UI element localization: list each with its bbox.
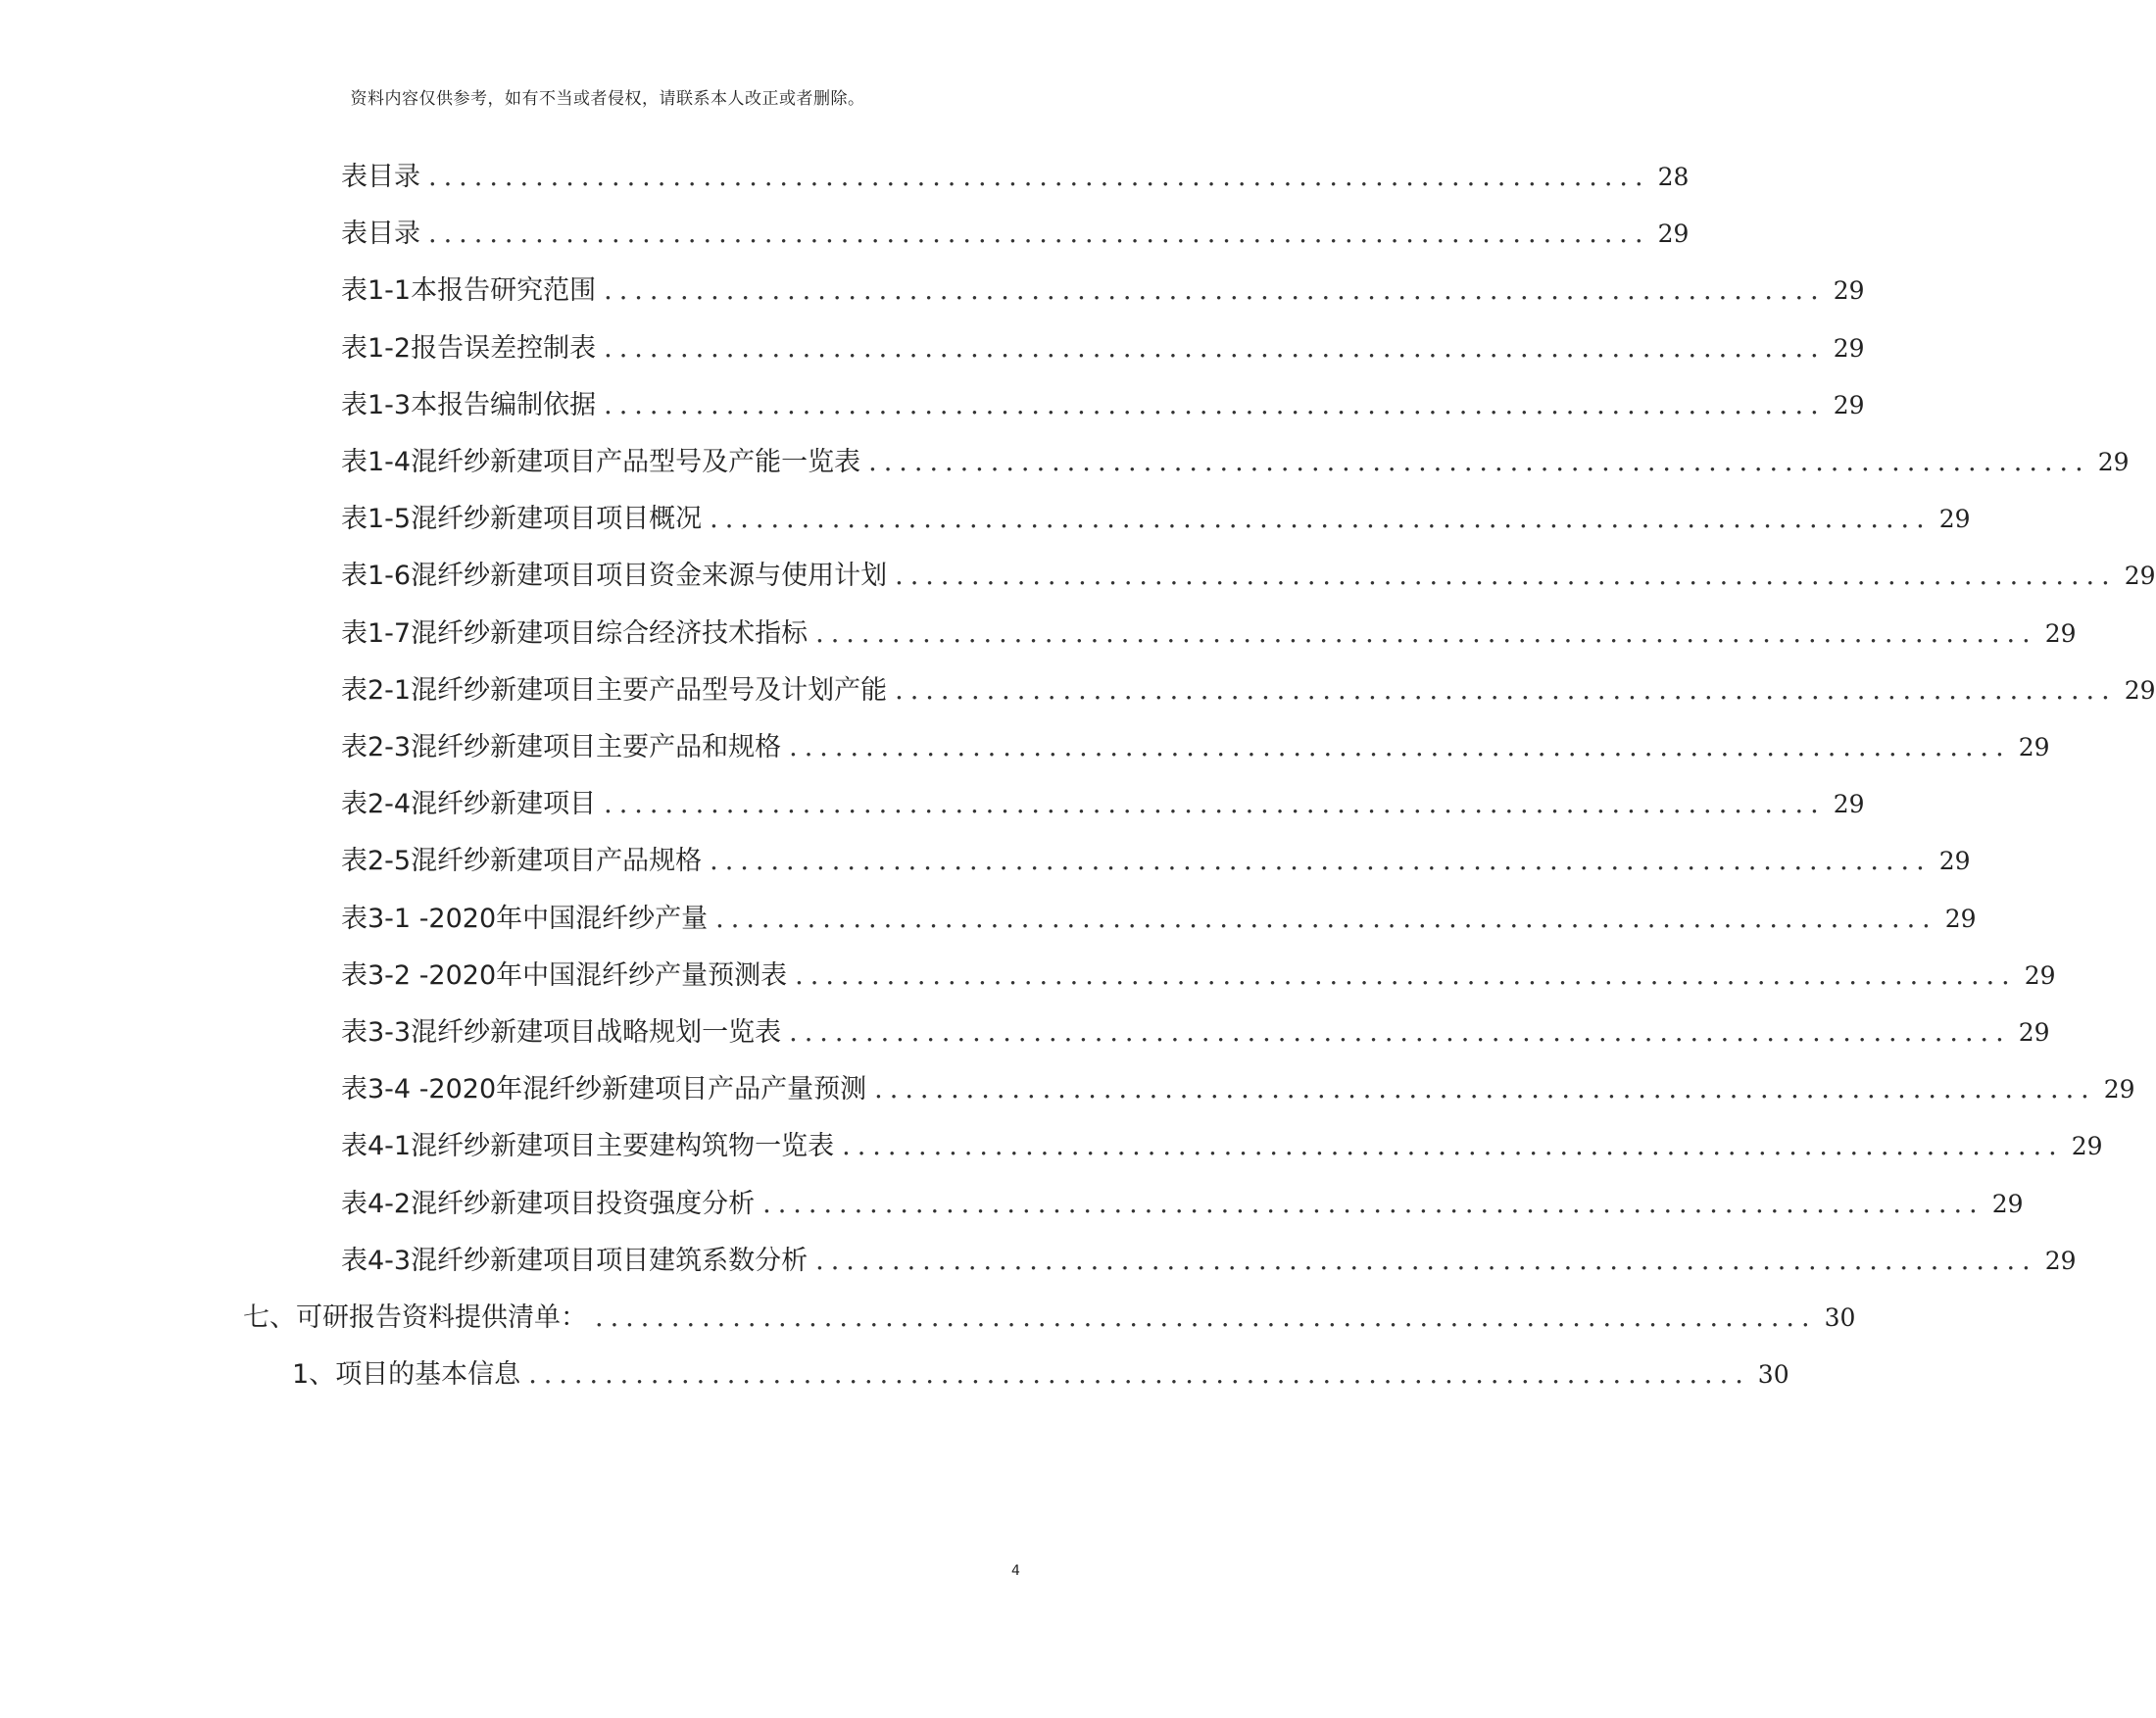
toc-entry-title: 本报告研究范围 xyxy=(411,275,597,307)
toc-entry-number: 表2-1 xyxy=(341,674,412,706)
toc-entry-page: 29 xyxy=(2097,448,2130,476)
toc-entry-page: 29 xyxy=(1991,1189,2024,1218)
toc-entry-page: 29 xyxy=(1833,333,1865,363)
toc-entry[interactable] xyxy=(243,1296,1856,1341)
page-number: 4 xyxy=(1011,1563,1020,1579)
toc-entry-page: 29 xyxy=(2124,675,2156,705)
toc-entry-number: 表1-2 xyxy=(341,332,412,364)
toc-entry-title: 项目的基本信息 xyxy=(335,1359,521,1391)
toc-entry-title: 混纤纱新建项目 xyxy=(411,789,597,820)
toc-entry-title: 可研报告资料提供清单： xyxy=(296,1302,587,1333)
toc-entry-page: 29 xyxy=(2071,1132,2103,1161)
toc-dot-leader: ................................................................................ xyxy=(604,275,1826,307)
toc-entry-page: 30 xyxy=(1824,1303,1856,1332)
toc-entry-number: 表1-7 xyxy=(341,617,412,649)
toc-entry-title: 表目录 xyxy=(341,162,420,192)
toc-entry-page: 29 xyxy=(1938,847,1971,876)
toc-entry-number: 表4-3 xyxy=(341,1245,412,1276)
toc-entry-title: 报告误差控制表 xyxy=(411,332,597,364)
toc-entry-number: 表4-1 xyxy=(341,1131,412,1162)
toc-dot-leader: ................................................................................ xyxy=(842,1131,2064,1162)
toc-entry[interactable] xyxy=(341,612,2077,657)
toc-entry-number: 表4-2 xyxy=(341,1188,412,1219)
toc-entry-number: 表1-6 xyxy=(341,561,412,592)
toc-entry[interactable] xyxy=(341,212,1690,257)
toc-dot-leader: ................................................................................ xyxy=(815,1245,2037,1276)
toc-entry-page: 30 xyxy=(1757,1360,1789,1390)
toc-entry-page: 29 xyxy=(2044,618,2077,648)
toc-dot-leader: ................................................................................ xyxy=(789,732,2011,762)
toc-dot-leader: ................................................................................ xyxy=(428,162,1650,192)
toc-dot-leader: ................................................................................ xyxy=(789,1017,2011,1048)
toc-entry-number: 表3-3 xyxy=(341,1017,412,1048)
toc-entry-title: 混纤纱新建项目主要产品和规格 xyxy=(411,732,782,762)
toc-dot-leader: ................................................................................ xyxy=(595,1302,1817,1333)
toc-entry[interactable] xyxy=(341,782,1865,827)
toc-dot-leader: ................................................................................ xyxy=(895,674,2117,706)
toc-entry-page: 29 xyxy=(2103,1075,2135,1104)
toc-entry-number: 表2-3 xyxy=(341,732,412,762)
toc-entry-title: 本报告编制依据 xyxy=(411,389,597,420)
toc-entry[interactable] xyxy=(341,1182,2024,1227)
toc-entry-title: 混纤纱新建项目主要产品型号及计划产能 xyxy=(411,674,888,706)
toc-entry-page: 29 xyxy=(1833,390,1865,419)
toc-entry-title: 混纤纱新建项目战略规划一览表 xyxy=(411,1017,782,1048)
toc-entry[interactable] xyxy=(341,383,1865,428)
toc-dot-leader: ................................................................................ xyxy=(604,389,1826,420)
toc-entry-title: 混纤纱新建项目产品规格 xyxy=(411,846,703,877)
toc-entry-title: 混纤纱新建项目项目概况 xyxy=(411,504,703,535)
toc-entry-title: 混纤纱新建项目项目资金来源与使用计划 xyxy=(411,561,888,592)
toc-entry-page: 28 xyxy=(1657,163,1690,191)
toc-entry[interactable] xyxy=(341,725,2050,770)
toc-entry-page: 29 xyxy=(1657,220,1690,249)
toc-dot-leader: ................................................................................ xyxy=(715,903,1937,934)
toc-entry-number: 表1-4 xyxy=(341,447,412,477)
toc-dot-leader: ................................................................................ xyxy=(815,617,2037,649)
toc-entry-page: 29 xyxy=(2124,562,2156,591)
toc-entry[interactable] xyxy=(341,326,1865,371)
toc-entry-number: 表1-1 xyxy=(341,275,412,307)
toc-dot-leader: ................................................................................ xyxy=(528,1359,1750,1391)
toc-entry-title: 混纤纱新建项目主要建构筑物一览表 xyxy=(411,1131,835,1162)
toc-entry-number: 七、 xyxy=(243,1302,296,1333)
toc-entry-page: 29 xyxy=(1833,790,1865,819)
toc-dot-leader: ................................................................................ xyxy=(710,504,1932,535)
toc-entry[interactable] xyxy=(341,269,1865,314)
toc-entry-number: 表3-1 xyxy=(341,903,412,934)
toc-entry-page: 29 xyxy=(2018,1018,2050,1047)
toc-entry[interactable] xyxy=(341,497,1971,542)
toc-entry-page: 29 xyxy=(2018,733,2050,761)
toc-entry[interactable] xyxy=(341,897,1977,942)
toc-entry-title: 表目录 xyxy=(341,219,420,250)
toc-entry-title: 混纤纱新建项目综合经济技术指标 xyxy=(411,617,808,649)
toc-entry[interactable] xyxy=(341,954,2056,999)
toc-entry-title: 混纤纱新建项目投资强度分析 xyxy=(411,1188,756,1219)
toc-entry-number: 表3-2 xyxy=(341,959,412,991)
toc-entry-title: -2020年混纤纱新建项目产品产量预测 xyxy=(411,1074,867,1105)
toc-entry[interactable] xyxy=(341,554,2156,599)
toc-dot-leader: ................................................................................ xyxy=(604,789,1826,820)
toc-entry-page: 29 xyxy=(1833,276,1865,306)
toc-entry-number: 表1-5 xyxy=(341,504,412,535)
toc-dot-leader: ................................................................................ xyxy=(762,1188,1984,1219)
toc-entry[interactable] xyxy=(341,1067,2135,1112)
toc-dot-leader: ................................................................................ xyxy=(895,561,2117,592)
toc-entry-page: 29 xyxy=(2024,960,2056,990)
toc-entry-page: 29 xyxy=(2044,1246,2077,1275)
document-header-notice: 资料内容仅供参考，如有不当或者侵权，请联系本人改正或者删除。 xyxy=(350,89,865,109)
toc-dot-leader: ................................................................................ xyxy=(710,846,1932,877)
toc-entry[interactable] xyxy=(292,1352,1789,1398)
toc-dot-leader: ................................................................................ xyxy=(604,332,1826,364)
toc-entry[interactable] xyxy=(341,668,2156,713)
toc-dot-leader: ................................................................................ xyxy=(795,959,2017,991)
toc-entry-number: 表1-3 xyxy=(341,389,412,420)
toc-dot-leader: ................................................................................ xyxy=(428,219,1650,250)
toc-entry-number: 表2-5 xyxy=(341,846,412,877)
toc-entry-title: 混纤纱新建项目产品型号及产能一览表 xyxy=(411,447,861,477)
toc-entry-number: 表2-4 xyxy=(341,789,412,820)
toc-entry[interactable] xyxy=(341,1010,2050,1055)
toc-entry-page: 29 xyxy=(1944,904,1977,933)
toc-entry-title: -2020年中国混纤纱产量 xyxy=(411,903,709,934)
toc-entry-number: 1、 xyxy=(292,1359,336,1391)
toc-entry[interactable] xyxy=(341,155,1690,200)
toc-entry[interactable] xyxy=(341,440,2130,485)
toc-entry[interactable] xyxy=(341,1239,2077,1284)
toc-entry-title: -2020年中国混纤纱产量预测表 xyxy=(411,959,788,991)
toc-entry-title: 混纤纱新建项目项目建筑系数分析 xyxy=(411,1245,808,1276)
toc-entry-number: 表3-4 xyxy=(341,1074,412,1105)
toc-entry[interactable] xyxy=(341,839,1971,884)
toc-entry[interactable] xyxy=(341,1124,2103,1169)
toc-dot-leader: ................................................................................ xyxy=(874,1074,2096,1105)
toc-dot-leader: ................................................................................ xyxy=(868,447,2090,477)
toc-entry-page: 29 xyxy=(1938,505,1971,534)
